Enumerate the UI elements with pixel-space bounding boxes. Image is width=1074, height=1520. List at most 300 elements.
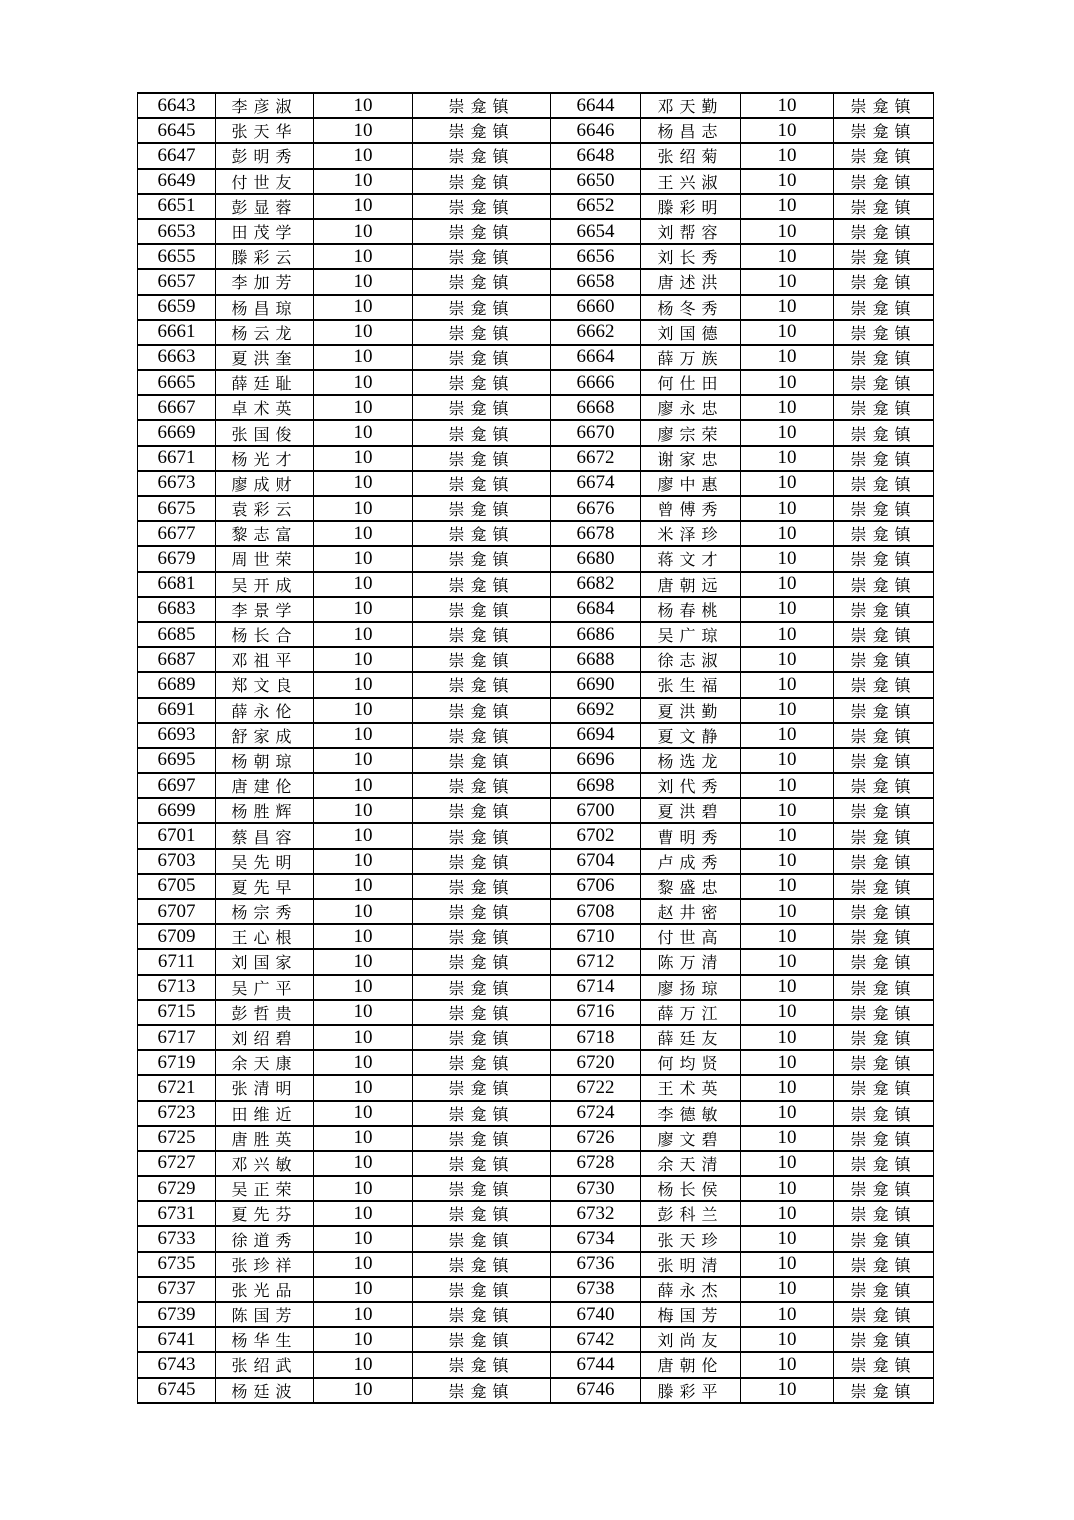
person-name-left: 吴广平 <box>216 975 314 1000</box>
person-name-left: 吴开成 <box>216 572 314 597</box>
amount-right: 10 <box>741 622 834 647</box>
town-left: 崇龛镇 <box>413 1252 551 1277</box>
person-name-right: 徐志淑 <box>641 647 741 672</box>
amount-right: 10 <box>741 823 834 848</box>
table-row <box>138 748 934 773</box>
town-right: 崇龛镇 <box>834 899 934 924</box>
serial-number-right: 6726 <box>551 1126 641 1151</box>
amount-left: 10 <box>314 572 413 597</box>
amount-right: 10 <box>741 169 834 194</box>
town-right: 崇龛镇 <box>834 1378 934 1403</box>
serial-number-left: 6661 <box>138 320 216 345</box>
town-left: 崇龛镇 <box>413 320 551 345</box>
person-name-left: 滕彩云 <box>216 244 314 269</box>
amount-left: 10 <box>314 698 413 723</box>
amount-left: 10 <box>314 597 413 622</box>
serial-number-right: 6714 <box>551 975 641 1000</box>
amount-right: 10 <box>741 1201 834 1226</box>
serial-number-left: 6681 <box>138 572 216 597</box>
amount-left: 10 <box>314 169 413 194</box>
serial-number-left: 6735 <box>138 1252 216 1277</box>
amount-left: 10 <box>314 823 413 848</box>
serial-number-left: 6701 <box>138 823 216 848</box>
person-name-right: 余天清 <box>641 1151 741 1176</box>
table-row <box>138 169 934 194</box>
town-left: 崇龛镇 <box>413 295 551 320</box>
amount-left: 10 <box>314 370 413 395</box>
table-row <box>138 269 934 294</box>
serial-number-left: 6685 <box>138 622 216 647</box>
town-right: 崇龛镇 <box>834 622 934 647</box>
town-right: 崇龛镇 <box>834 1226 934 1251</box>
table-row <box>138 143 934 168</box>
amount-left: 10 <box>314 622 413 647</box>
person-name-left: 彭显蓉 <box>216 194 314 219</box>
town-right: 崇龛镇 <box>834 949 934 974</box>
roster-table-body <box>138 93 934 1403</box>
amount-right: 10 <box>741 1378 834 1403</box>
town-right: 崇龛镇 <box>834 672 934 697</box>
person-name-right: 唐朝伦 <box>641 1352 741 1377</box>
person-name-left: 张国俊 <box>216 420 314 445</box>
town-right: 崇龛镇 <box>834 975 934 1000</box>
amount-left: 10 <box>314 1050 413 1075</box>
town-right: 崇龛镇 <box>834 169 934 194</box>
person-name-right: 曾傅秀 <box>641 496 741 521</box>
serial-number-right: 6674 <box>551 471 641 496</box>
table-row <box>138 622 934 647</box>
serial-number-left: 6745 <box>138 1378 216 1403</box>
serial-number-left: 6645 <box>138 118 216 143</box>
person-name-left: 邓兴敏 <box>216 1151 314 1176</box>
serial-number-left: 6717 <box>138 1025 216 1050</box>
person-name-left: 夏洪奎 <box>216 345 314 370</box>
amount-left: 10 <box>314 1025 413 1050</box>
serial-number-left: 6683 <box>138 597 216 622</box>
town-left: 崇龛镇 <box>413 1151 551 1176</box>
serial-number-left: 6699 <box>138 798 216 823</box>
amount-left: 10 <box>314 395 413 420</box>
amount-left: 10 <box>314 672 413 697</box>
serial-number-left: 6693 <box>138 723 216 748</box>
person-name-right: 唐述洪 <box>641 269 741 294</box>
town-right: 崇龛镇 <box>834 496 934 521</box>
amount-right: 10 <box>741 572 834 597</box>
serial-number-right: 6656 <box>551 244 641 269</box>
town-left: 崇龛镇 <box>413 899 551 924</box>
serial-number-left: 6647 <box>138 143 216 168</box>
serial-number-left: 6669 <box>138 420 216 445</box>
person-name-left: 张珍祥 <box>216 1252 314 1277</box>
person-name-left: 杨廷波 <box>216 1378 314 1403</box>
table-row <box>138 949 934 974</box>
table-row <box>138 1050 934 1075</box>
person-name-left: 陈国芳 <box>216 1302 314 1327</box>
serial-number-left: 6651 <box>138 194 216 219</box>
town-left: 崇龛镇 <box>413 1327 551 1352</box>
person-name-right: 彭科兰 <box>641 1201 741 1226</box>
serial-number-left: 6731 <box>138 1201 216 1226</box>
person-name-right: 王术英 <box>641 1075 741 1100</box>
person-name-right: 薛万江 <box>641 1000 741 1025</box>
amount-right: 10 <box>741 1075 834 1100</box>
serial-number-left: 6737 <box>138 1277 216 1302</box>
person-name-right: 杨选龙 <box>641 748 741 773</box>
serial-number-right: 6666 <box>551 370 641 395</box>
table-row <box>138 572 934 597</box>
person-name-right: 滕彩明 <box>641 194 741 219</box>
table-row <box>138 1226 934 1251</box>
amount-right: 10 <box>741 647 834 672</box>
table-row <box>138 93 934 118</box>
serial-number-left: 6691 <box>138 698 216 723</box>
town-right: 崇龛镇 <box>834 1352 934 1377</box>
person-name-right: 夏洪勤 <box>641 698 741 723</box>
amount-right: 10 <box>741 1327 834 1352</box>
serial-number-left: 6729 <box>138 1176 216 1201</box>
town-left: 崇龛镇 <box>413 672 551 697</box>
person-name-left: 刘绍碧 <box>216 1025 314 1050</box>
person-name-left: 唐建伦 <box>216 773 314 798</box>
person-name-left: 薛永伦 <box>216 698 314 723</box>
town-right: 崇龛镇 <box>834 269 934 294</box>
amount-right: 10 <box>741 975 834 1000</box>
amount-right: 10 <box>741 320 834 345</box>
amount-left: 10 <box>314 899 413 924</box>
person-name-left: 彭明秀 <box>216 143 314 168</box>
town-right: 崇龛镇 <box>834 143 934 168</box>
amount-right: 10 <box>741 118 834 143</box>
serial-number-right: 6708 <box>551 899 641 924</box>
town-right: 崇龛镇 <box>834 395 934 420</box>
amount-right: 10 <box>741 1126 834 1151</box>
person-name-right: 刘长秀 <box>641 244 741 269</box>
amount-right: 10 <box>741 1101 834 1126</box>
person-name-right: 张天珍 <box>641 1226 741 1251</box>
person-name-left: 吴先明 <box>216 849 314 874</box>
serial-number-right: 6688 <box>551 647 641 672</box>
serial-number-right: 6738 <box>551 1277 641 1302</box>
amount-right: 10 <box>741 1050 834 1075</box>
person-name-left: 张光品 <box>216 1277 314 1302</box>
town-left: 崇龛镇 <box>413 420 551 445</box>
amount-left: 10 <box>314 1277 413 1302</box>
amount-left: 10 <box>314 546 413 571</box>
serial-number-right: 6694 <box>551 723 641 748</box>
amount-left: 10 <box>314 269 413 294</box>
amount-right: 10 <box>741 1176 834 1201</box>
town-left: 崇龛镇 <box>413 1176 551 1201</box>
amount-right: 10 <box>741 370 834 395</box>
table-row <box>138 1277 934 1302</box>
amount-right: 10 <box>741 143 834 168</box>
amount-left: 10 <box>314 295 413 320</box>
table-row <box>138 975 934 1000</box>
serial-number-right: 6720 <box>551 1050 641 1075</box>
town-left: 崇龛镇 <box>413 1302 551 1327</box>
amount-right: 10 <box>741 345 834 370</box>
person-name-left: 田维近 <box>216 1101 314 1126</box>
person-name-left: 夏先芬 <box>216 1201 314 1226</box>
person-name-right: 刘尚友 <box>641 1327 741 1352</box>
amount-left: 10 <box>314 194 413 219</box>
amount-left: 10 <box>314 1000 413 1025</box>
person-name-right: 曹明秀 <box>641 823 741 848</box>
amount-left: 10 <box>314 1126 413 1151</box>
town-right: 崇龛镇 <box>834 748 934 773</box>
serial-number-left: 6643 <box>138 93 216 118</box>
person-name-right: 陈万清 <box>641 949 741 974</box>
person-name-left: 唐胜英 <box>216 1126 314 1151</box>
serial-number-right: 6644 <box>551 93 641 118</box>
amount-right: 10 <box>741 471 834 496</box>
town-left: 崇龛镇 <box>413 874 551 899</box>
person-name-left: 黎志富 <box>216 521 314 546</box>
person-name-left: 杨宗秀 <box>216 899 314 924</box>
table-row <box>138 345 934 370</box>
table-row <box>138 546 934 571</box>
person-name-right: 薛廷友 <box>641 1025 741 1050</box>
serial-number-right: 6712 <box>551 949 641 974</box>
serial-number-left: 6673 <box>138 471 216 496</box>
amount-right: 10 <box>741 949 834 974</box>
town-left: 崇龛镇 <box>413 823 551 848</box>
amount-right: 10 <box>741 420 834 445</box>
table-row <box>138 1352 934 1377</box>
serial-number-right: 6682 <box>551 572 641 597</box>
person-name-left: 夏先早 <box>216 874 314 899</box>
serial-number-right: 6646 <box>551 118 641 143</box>
amount-left: 10 <box>314 143 413 168</box>
person-name-right: 滕彩平 <box>641 1378 741 1403</box>
serial-number-left: 6653 <box>138 219 216 244</box>
amount-left: 10 <box>314 1352 413 1377</box>
table-row <box>138 118 934 143</box>
serial-number-left: 6707 <box>138 899 216 924</box>
serial-number-right: 6704 <box>551 849 641 874</box>
town-right: 崇龛镇 <box>834 798 934 823</box>
person-name-left: 卓术英 <box>216 395 314 420</box>
person-name-right: 廖文碧 <box>641 1126 741 1151</box>
town-left: 崇龛镇 <box>413 143 551 168</box>
person-name-right: 杨昌志 <box>641 118 741 143</box>
town-left: 崇龛镇 <box>413 1075 551 1100</box>
person-name-left: 李彦淑 <box>216 93 314 118</box>
person-name-left: 蔡昌容 <box>216 823 314 848</box>
amount-right: 10 <box>741 295 834 320</box>
person-name-right: 刘帮容 <box>641 219 741 244</box>
town-left: 崇龛镇 <box>413 1000 551 1025</box>
amount-right: 10 <box>741 1000 834 1025</box>
person-name-left: 袁彩云 <box>216 496 314 521</box>
town-left: 崇龛镇 <box>413 194 551 219</box>
person-name-right: 杨春桃 <box>641 597 741 622</box>
serial-number-left: 6727 <box>138 1151 216 1176</box>
serial-number-left: 6739 <box>138 1302 216 1327</box>
town-right: 崇龛镇 <box>834 874 934 899</box>
amount-left: 10 <box>314 219 413 244</box>
amount-left: 10 <box>314 496 413 521</box>
town-left: 崇龛镇 <box>413 471 551 496</box>
table-row <box>138 723 934 748</box>
table-row <box>138 672 934 697</box>
amount-right: 10 <box>741 1252 834 1277</box>
person-name-right: 赵井密 <box>641 899 741 924</box>
amount-right: 10 <box>741 219 834 244</box>
town-left: 崇龛镇 <box>413 949 551 974</box>
amount-right: 10 <box>741 672 834 697</box>
town-left: 崇龛镇 <box>413 219 551 244</box>
person-name-left: 杨华生 <box>216 1327 314 1352</box>
table-row <box>138 521 934 546</box>
table-row <box>138 446 934 471</box>
table-row <box>138 1176 934 1201</box>
person-name-right: 廖永忠 <box>641 395 741 420</box>
town-right: 崇龛镇 <box>834 93 934 118</box>
amount-right: 10 <box>741 1025 834 1050</box>
serial-number-left: 6715 <box>138 1000 216 1025</box>
serial-number-right: 6652 <box>551 194 641 219</box>
amount-right: 10 <box>741 194 834 219</box>
person-name-right: 黎盛忠 <box>641 874 741 899</box>
serial-number-left: 6675 <box>138 496 216 521</box>
serial-number-right: 6736 <box>551 1252 641 1277</box>
person-name-left: 王心根 <box>216 924 314 949</box>
town-left: 崇龛镇 <box>413 1201 551 1226</box>
table-row <box>138 1327 934 1352</box>
town-right: 崇龛镇 <box>834 773 934 798</box>
town-right: 崇龛镇 <box>834 849 934 874</box>
amount-right: 10 <box>741 773 834 798</box>
town-right: 崇龛镇 <box>834 370 934 395</box>
town-left: 崇龛镇 <box>413 798 551 823</box>
amount-left: 10 <box>314 320 413 345</box>
serial-number-left: 6671 <box>138 446 216 471</box>
town-right: 崇龛镇 <box>834 1075 934 1100</box>
amount-right: 10 <box>741 244 834 269</box>
amount-right: 10 <box>741 496 834 521</box>
town-left: 崇龛镇 <box>413 521 551 546</box>
amount-right: 10 <box>741 446 834 471</box>
town-left: 崇龛镇 <box>413 345 551 370</box>
town-right: 崇龛镇 <box>834 521 934 546</box>
serial-number-right: 6732 <box>551 1201 641 1226</box>
table-row <box>138 647 934 672</box>
serial-number-right: 6706 <box>551 874 641 899</box>
person-name-left: 周世荣 <box>216 546 314 571</box>
person-name-left: 薛廷耻 <box>216 370 314 395</box>
table-row <box>138 1151 934 1176</box>
person-name-left: 邓祖平 <box>216 647 314 672</box>
table-row <box>138 849 934 874</box>
person-name-left: 杨昌琼 <box>216 295 314 320</box>
amount-right: 10 <box>741 269 834 294</box>
town-right: 崇龛镇 <box>834 320 934 345</box>
person-name-right: 廖中惠 <box>641 471 741 496</box>
town-right: 崇龛镇 <box>834 546 934 571</box>
person-name-right: 廖扬琼 <box>641 975 741 1000</box>
amount-right: 10 <box>741 1302 834 1327</box>
person-name-right: 邓天勤 <box>641 93 741 118</box>
amount-right: 10 <box>741 748 834 773</box>
serial-number-left: 6679 <box>138 546 216 571</box>
person-name-left: 杨胜辉 <box>216 798 314 823</box>
table-row <box>138 1101 934 1126</box>
amount-left: 10 <box>314 446 413 471</box>
serial-number-right: 6722 <box>551 1075 641 1100</box>
amount-right: 10 <box>741 849 834 874</box>
town-left: 崇龛镇 <box>413 924 551 949</box>
town-right: 崇龛镇 <box>834 1000 934 1025</box>
serial-number-left: 6733 <box>138 1226 216 1251</box>
serial-number-left: 6689 <box>138 672 216 697</box>
town-right: 崇龛镇 <box>834 723 934 748</box>
serial-number-right: 6648 <box>551 143 641 168</box>
person-name-right: 廖宗荣 <box>641 420 741 445</box>
town-left: 崇龛镇 <box>413 723 551 748</box>
serial-number-left: 6705 <box>138 874 216 899</box>
serial-number-right: 6690 <box>551 672 641 697</box>
serial-number-left: 6709 <box>138 924 216 949</box>
table-row <box>138 597 934 622</box>
amount-right: 10 <box>741 93 834 118</box>
person-name-left: 舒家成 <box>216 723 314 748</box>
town-right: 崇龛镇 <box>834 1302 934 1327</box>
table-row <box>138 1025 934 1050</box>
person-name-right: 米泽珍 <box>641 521 741 546</box>
town-right: 崇龛镇 <box>834 295 934 320</box>
person-name-right: 卢成秀 <box>641 849 741 874</box>
table-row <box>138 1075 934 1100</box>
person-name-left: 张绍武 <box>216 1352 314 1377</box>
amount-left: 10 <box>314 849 413 874</box>
amount-right: 10 <box>741 899 834 924</box>
person-name-right: 唐朝远 <box>641 572 741 597</box>
amount-left: 10 <box>314 244 413 269</box>
person-name-right: 梅国芳 <box>641 1302 741 1327</box>
town-left: 崇龛镇 <box>413 849 551 874</box>
serial-number-right: 6676 <box>551 496 641 521</box>
amount-left: 10 <box>314 1226 413 1251</box>
serial-number-left: 6659 <box>138 295 216 320</box>
amount-left: 10 <box>314 118 413 143</box>
person-name-right: 薛永杰 <box>641 1277 741 1302</box>
person-name-right: 夏洪碧 <box>641 798 741 823</box>
table-row <box>138 1302 934 1327</box>
town-right: 崇龛镇 <box>834 1126 934 1151</box>
serial-number-right: 6710 <box>551 924 641 949</box>
table-row <box>138 496 934 521</box>
person-name-left: 杨光才 <box>216 446 314 471</box>
table-row <box>138 1000 934 1025</box>
amount-left: 10 <box>314 471 413 496</box>
beneficiary-roster-table <box>137 92 934 1404</box>
person-name-left: 廖成财 <box>216 471 314 496</box>
person-name-right: 蒋文才 <box>641 546 741 571</box>
person-name-right: 刘国德 <box>641 320 741 345</box>
table-row <box>138 773 934 798</box>
serial-number-left: 6665 <box>138 370 216 395</box>
amount-left: 10 <box>314 798 413 823</box>
town-right: 崇龛镇 <box>834 194 934 219</box>
town-left: 崇龛镇 <box>413 572 551 597</box>
amount-right: 10 <box>741 874 834 899</box>
town-left: 崇龛镇 <box>413 698 551 723</box>
serial-number-right: 6724 <box>551 1101 641 1126</box>
person-name-right: 何仕田 <box>641 370 741 395</box>
serial-number-right: 6686 <box>551 622 641 647</box>
person-name-right: 谢家忠 <box>641 446 741 471</box>
